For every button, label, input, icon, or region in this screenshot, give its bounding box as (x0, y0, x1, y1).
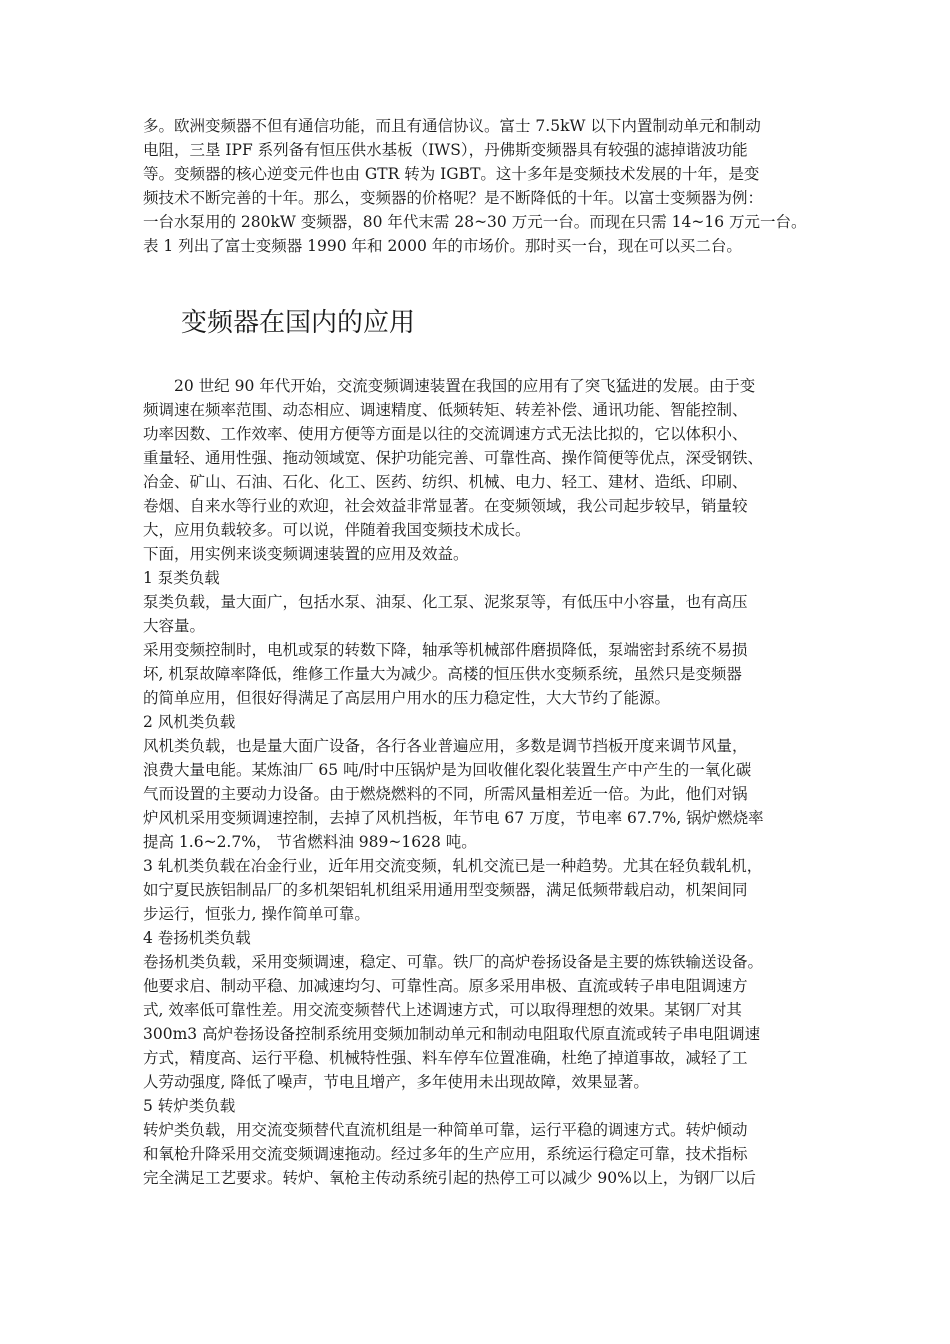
text-line: 重量轻、通用性强、拖动领域宽、保护功能完善、可靠性高、操作简便等优点，深受钢铁、 (143, 449, 764, 467)
text-line: 频技术不断完善的十年。那么，变频器的价格呢？是不断降低的十年。以富士变频器为例： (143, 189, 764, 207)
text-line: 功率因数、工作效率、使用方便等方面是以往的交流调速方式无法比拟的，它以体积小、 (143, 425, 748, 443)
text-line: 泵类负载，量大面广，包括水泵、油泵、化工泵、泥浆泵等，有低压中小容量，也有高压 (143, 593, 748, 611)
text-line: 20 世纪 90 年代开始，交流变频调速装置在我国的应用有了突飞猛进的发展。由于变 (143, 377, 756, 395)
text-line: 表 1 列出了富士变频器 1990 年和 2000 年的市场价。那时买一台，现在可以买二台。 (143, 237, 742, 255)
text-line: 大，应用负载较多。可以说，伴随着我国变频技术成长。 (143, 521, 531, 539)
text-line: 300m3 高炉卷扬设备控制系统用变频加制动单元和制动电阻取代原直流或转子串电阻调速 (143, 1025, 761, 1043)
text-line: 3 轧机类负载在冶金行业，近年用交流变频，轧机交流已是一种趋势。尤其在轻负载轧机， (143, 857, 763, 875)
text-line: 浪费大量电能。某炼油厂 65 吨/时中压锅炉是为回收催化裂化装置生产中产生的一氧化碳 (143, 761, 752, 779)
text-line: 的简单应用，但很好得满足了高层用户用水的压力稳定性，大大节约了能源。 (143, 689, 671, 707)
text-line: 转炉类负载，用交流变频替代直流机组是一种简单可靠，运行平稳的调速方式。转炉倾动 (143, 1121, 748, 1139)
text-line: 等。变频器的核心逆变元件也由 GTR 转为 IGBT。这十多年是变频技术发展的十年，是变 (143, 165, 760, 183)
text-line: 卷烟、自来水等行业的欢迎，社会效益非常显著。在变频领域，我公司起步较早，销量较 (143, 497, 748, 515)
text-line: 2 风机类负载 (143, 713, 236, 731)
text-line: 5 转炉类负载 (143, 1097, 236, 1115)
text-line: 冶金、矿山、石油、石化、化工、医药、纺织、机械、电力、轻工、建材、造纸、印刷、 (143, 473, 748, 491)
text-line: 多。欧洲变频器不但有通信功能，而且有通信协议。富士 7.5kW 以下内置制动单元和制动 (143, 117, 761, 135)
text-line: 完全满足工艺要求。转炉、氧枪主传动系统引起的热停工可以减少 90%以上，为钢厂以后 (143, 1169, 756, 1187)
text-line: 步运行，恒张力, 操作简单可靠。 (143, 905, 370, 923)
text-line: 卷扬机类负载，采用变频调速，稳定、可靠。铁厂的高炉卷扬设备是主要的炼铁输送设备。 (143, 953, 764, 971)
section-heading: 变频器在国内的应用 (181, 308, 416, 338)
text-line: 频调速在频率范围、动态相应、调速精度、低频转矩、转差补偿、通讯功能、智能控制、 (143, 401, 748, 419)
text-line: 1 泵类负载 (143, 569, 220, 587)
text-line: 4 卷扬机类负载 (143, 929, 251, 947)
text-line: 采用变频控制时，电机或泵的转数下降，轴承等机械部件磨损降低，泵端密封系统不易损 (143, 641, 748, 659)
text-line: 一台水泵用的 280kW 变频器，80 年代末需 28~30 万元一台。而现在只需 14~16 万元一台。 (143, 213, 807, 231)
text-line: 方式，精度高、运行平稳、机械特性强、料车停车位置准确，杜绝了掉道事故，减轻了工 (143, 1049, 748, 1067)
text-line: 坏, 机泵故障率降低，维修工作量大为减少。高楼的恒压供水变频系统，虽然只是变频器 (143, 665, 742, 683)
text-line: 电阻，三垦 IPF 系列备有恒压供水基板（IWS），丹佛斯变频器具有较强的滤掉谐波功能 (143, 141, 748, 159)
text-line: 风机类负载，也是量大面广设备，各行各业普遍应用，多数是调节挡板开度来调节风量， (143, 737, 748, 755)
text-line: 人劳动强度, 降低了噪声，节电且增产，多年使用未出现故障，效果显著。 (143, 1073, 649, 1091)
text-line: 式, 效率低可靠性差。用交流变频替代上述调速方式，可以取得理想的效果。某钢厂对其 (143, 1001, 742, 1019)
text-line: 和氧枪升降采用交流变频调速拖动。经过多年的生产应用，系统运行稳定可靠，技术指标 (143, 1145, 748, 1163)
text-line: 炉风机采用变频调速控制，去掉了风机挡板，年节电 67 万度，节电率 67.7%, 锅炉燃烧率 (143, 809, 764, 827)
text-line: 大容量。 (143, 617, 206, 635)
text-line: 气而设置的主要动力设备。由于燃烧燃料的不同，所需风量相差近一倍。为此，他们对锅 (143, 785, 748, 803)
text-line: 下面，用实例来谈变频调速装置的应用及效益。 (143, 545, 469, 563)
text-line: 他要求启、制动平稳、加减速均匀、可靠性高。原多采用串极、直流或转子串电阻调速方 (143, 977, 748, 995)
text-line: 提高 1.6~2.7%， 节省燃料油 989~1628 吨。 (143, 833, 477, 851)
text-line: 如宁夏民族铝制品厂的多机架铝轧机组采用通用型变频器，满足低频带载启动，机架间同 (143, 881, 748, 899)
